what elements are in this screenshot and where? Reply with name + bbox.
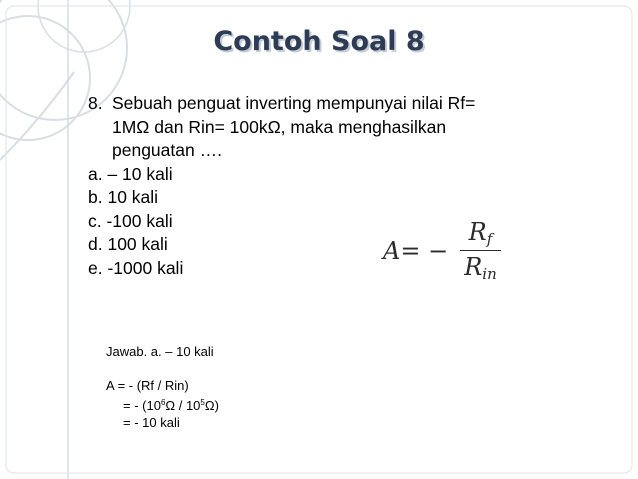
option-a: a. – 10 kali (88, 163, 173, 184)
formula-operator: = − (400, 236, 449, 265)
step2-exponent-1: 6 (160, 398, 166, 407)
step2-part-c: Ω) (204, 398, 219, 413)
question-text-3: penguatan …. (112, 140, 222, 160)
denominator-sub: in (482, 265, 497, 283)
formula-fraction (460, 218, 501, 283)
formula-numerator (465, 218, 497, 250)
gain-formula (383, 218, 501, 283)
numerator-base: R (468, 218, 487, 246)
formula-denominator (460, 250, 501, 283)
denominator-base: R (464, 253, 483, 281)
option-e: e. -1000 kali (88, 257, 184, 278)
step2-exponent-2: 5 (200, 398, 205, 407)
deco-arc (0, 72, 74, 160)
step2-part-a: = - (10 (123, 398, 161, 413)
option-c: c. -100 kali (88, 210, 173, 231)
answer-block (106, 343, 219, 431)
answer-step-3: = - 10 kali (123, 415, 180, 430)
question-line-1 (88, 92, 475, 116)
question-line-2 (88, 116, 475, 140)
slide-title: Contoh Soal 8 (213, 26, 425, 57)
question-text-1: Sebuah penguat inverting mempunyai nilai Rf= (112, 93, 476, 113)
answer-step-1: A = - (Rf / Rin) (106, 378, 189, 393)
answer-label: Jawab. a. – 10 kali (106, 344, 214, 359)
question-text-2: 1MΩ dan Rin= 100kΩ, maka menghasilkan (112, 116, 447, 137)
formula-lhs: A (383, 236, 401, 265)
step2-part-b: Ω / 10 (165, 398, 201, 413)
answer-step-2 (106, 394, 219, 414)
option-d: d. 100 kali (88, 234, 168, 254)
question-line-3 (88, 139, 475, 163)
answer-spacer (106, 360, 219, 377)
numerator-sub: f (486, 230, 493, 248)
option-b: b. 10 kali (88, 187, 159, 207)
question-number: 8. (88, 93, 103, 113)
